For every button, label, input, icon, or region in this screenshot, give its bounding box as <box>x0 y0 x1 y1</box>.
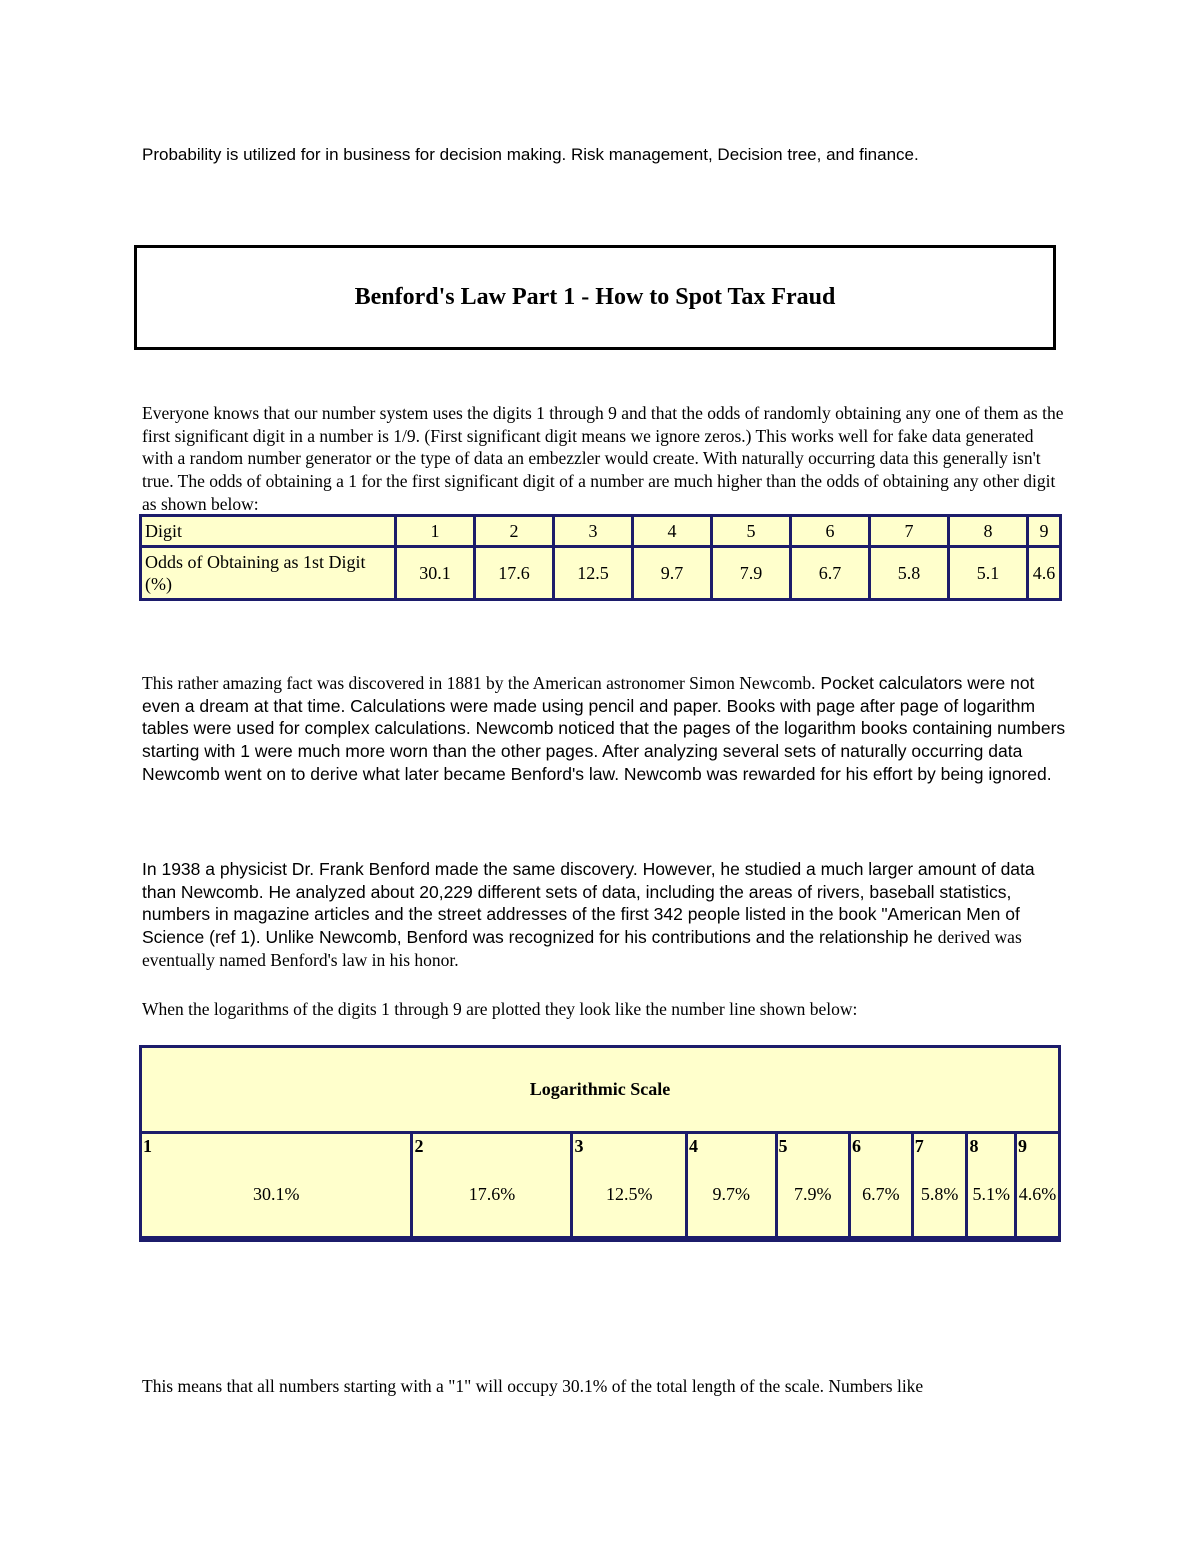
log-scale-segment <box>914 1134 966 1236</box>
table-cell-odds: 5.1 <box>950 548 1026 598</box>
log-scale-percent: 5.1% <box>972 1184 1010 1204</box>
title-box <box>134 245 1056 350</box>
table-header-odds: Odds of Obtaining as 1st Digit (%) <box>142 548 394 598</box>
paragraph-newcomb-part-a: This rather amazing fact was discovered in 1881 by the American astronomer Simon Newcomb. <box>142 673 816 693</box>
intro-text: Probability is utilized for in business for decision making. Risk management, Decision tree, and finance. <box>142 145 919 164</box>
log-scale-percent: 5.8% <box>920 1184 959 1204</box>
table-cell-digit: 7 <box>871 517 947 545</box>
log-scale-segment <box>968 1134 1013 1236</box>
paragraph-log-intro: When the logarithms of the digits 1 through 9 are plotted they look like the number line shown below: <box>142 999 858 1019</box>
log-scale-segment <box>142 1134 410 1236</box>
log-scale-segment <box>1017 1134 1058 1236</box>
paragraph-benford-part-b: derived was eventually named Benford's law in his honor. <box>142 927 1022 970</box>
paragraph-newcomb <box>142 672 1067 786</box>
log-scale-title: Logarithmic Scale <box>142 1048 1058 1131</box>
paragraph-benford-part-a: In 1938 a physicist Dr. Frank Benford made the same discovery. However, he studied a much larger amount of data than Newcomb. He analyzed about 20,229 different sets of data, including the areas of rivers, baseball statistics, numbers in magazine articles and the street addresses of the first 342 people listed in the book "American Men of Science (ref 1). Unlike Newcomb, Benford was recognized for his contributions and the relationship he <box>142 859 1035 948</box>
log-scale-digit: 1 <box>143 1136 152 1156</box>
log-scale-segment <box>688 1134 775 1236</box>
log-scale-row <box>142 1134 1058 1236</box>
log-scale-percent: 12.5% <box>605 1184 653 1204</box>
table-cell-odds: 12.5 <box>555 548 631 598</box>
log-scale-digit: 4 <box>688 1136 698 1156</box>
log-scale-digit: 7 <box>914 1136 924 1156</box>
paragraph-intro: Everyone knows that our number system uses the digits 1 through 9 and that the odds of randomly obtaining any one of them as the first significant digit in a number is 1/9. (First significant digit means we ignore zeros.) This works well for fake data generated with a random number generator or the type of data an embezzler would create. With naturally occurring data this generally isn't true. The odds of obtaining a 1 for the first significant digit of a number are much higher than the odds of obtaining any other digit as shown below: <box>142 403 1064 514</box>
table-cell-odds: 9.7 <box>634 548 710 598</box>
paragraph-benford <box>142 858 1067 972</box>
table-cell-digit: 4 <box>634 517 710 545</box>
log-scale-segment <box>413 1134 570 1236</box>
table-row-odds <box>142 548 1059 598</box>
table-cell-digit: 1 <box>397 517 473 545</box>
log-scale-percent: 4.6% <box>1018 1184 1057 1204</box>
log-scale-digit: 3 <box>574 1136 584 1156</box>
table-header-digit: Digit <box>142 517 394 545</box>
log-scale-percent: 17.6% <box>468 1184 516 1204</box>
log-scale-digit: 5 <box>778 1136 788 1156</box>
log-scale-percent: 30.1% <box>252 1184 300 1204</box>
table-cell-digit: 8 <box>950 517 1026 545</box>
log-scale-table <box>139 1045 1061 1242</box>
log-scale-digit: 2 <box>414 1136 424 1156</box>
table-cell-odds: 30.1 <box>397 548 473 598</box>
paragraph-conclusion: This means that all numbers starting with a "1" will occupy 30.1% of the total length of the scale. Numbers like <box>142 1376 924 1396</box>
log-scale-digit: 8 <box>969 1136 979 1156</box>
log-scale-percent: 7.9% <box>793 1184 832 1204</box>
log-scale-percent: 9.7% <box>712 1184 750 1204</box>
paragraph-newcomb-part-b: Pocket calculators were not even a dream at that time. Calculations were made using pencil and paper. Books with page after page of logarithm tables were used for complex calculations. Newcomb noticed that the pages of the logarithm books containing numbers starting with 1 were much more worn than the other pages. After analyzing several sets of naturally occurring data Newcomb went on to derive what later became Benford's law. Newcomb was rewarded for his effort by being ignored. <box>142 673 1066 784</box>
table-cell-digit: 3 <box>555 517 631 545</box>
odds-table <box>139 514 1062 601</box>
log-scale-segment <box>778 1134 848 1236</box>
table-cell-digit: 2 <box>476 517 552 545</box>
table-row-digits <box>142 517 1059 545</box>
table-cell-digit: 9 <box>1029 517 1059 545</box>
table-cell-odds: 17.6 <box>476 548 552 598</box>
log-scale-percent: 6.7% <box>862 1184 900 1204</box>
table-cell-digit: 5 <box>713 517 789 545</box>
page-title: Benford's Law Part 1 - How to Spot Tax Fraud <box>354 284 836 310</box>
log-scale-digit: 9 <box>1017 1136 1027 1156</box>
table-cell-odds: 7.9 <box>713 548 789 598</box>
table-cell-odds: 5.8 <box>871 548 947 598</box>
log-scale-segment <box>573 1134 685 1236</box>
table-cell-digit: 6 <box>792 517 868 545</box>
log-scale-digit: 6 <box>851 1136 861 1156</box>
table-cell-odds: 4.6 <box>1029 548 1059 598</box>
table-cell-odds: 6.7 <box>792 548 868 598</box>
log-scale-segment <box>851 1134 911 1236</box>
